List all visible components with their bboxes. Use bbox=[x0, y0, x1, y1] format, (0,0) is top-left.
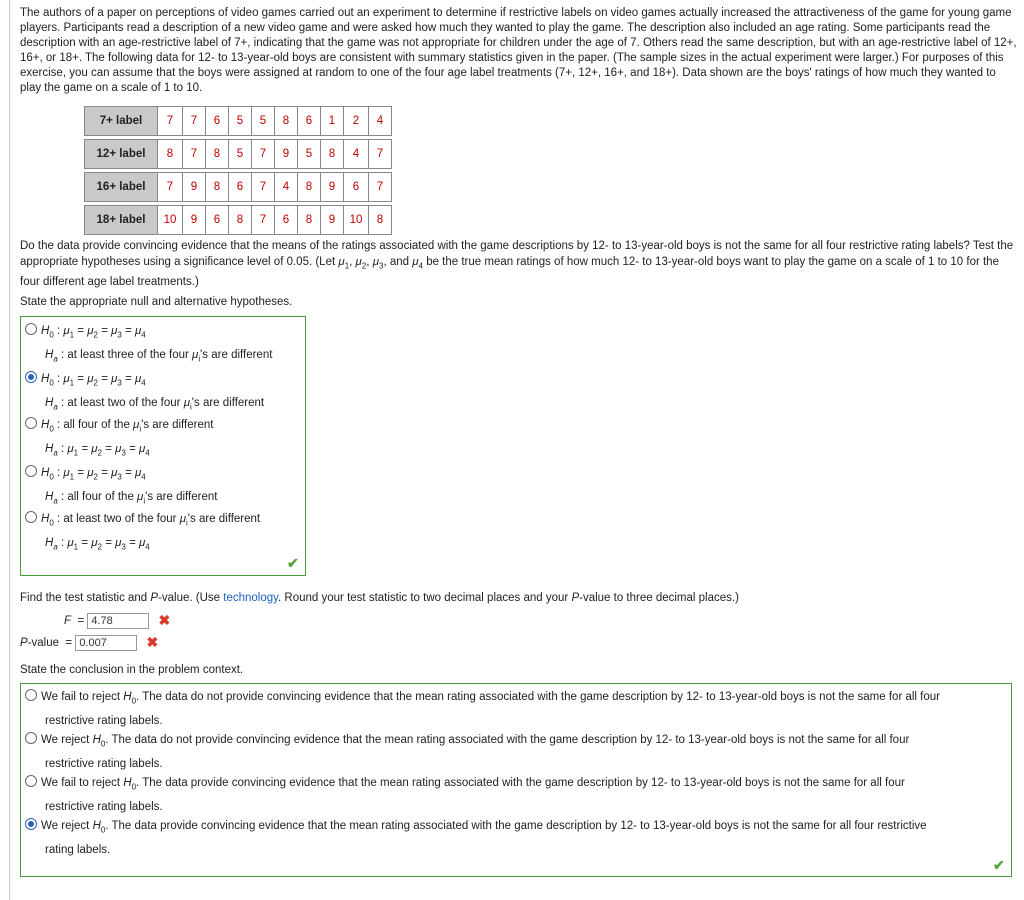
table-cell: 5 bbox=[252, 107, 275, 136]
hypotheses-options-box bbox=[20, 316, 306, 576]
null-hypothesis: $H_0$ : $\mu_1 = \mu_2 = \mu_3 = \mu_4$ bbox=[41, 373, 146, 388]
table-cell: 8 bbox=[158, 140, 183, 169]
table-cell: 4 bbox=[344, 140, 369, 169]
conclusion-option[interactable] bbox=[25, 730, 1000, 775]
x-icon: ✖ bbox=[158, 612, 171, 628]
hypothesis-option[interactable] bbox=[25, 417, 213, 462]
conclusion-option[interactable] bbox=[25, 773, 1000, 818]
radio-button[interactable] bbox=[25, 689, 37, 701]
hypothesis-option[interactable] bbox=[25, 511, 260, 556]
row-label: 7+ label bbox=[85, 107, 158, 136]
conclusion-line1: We reject $H_0$. The data do not provide convincing evidence that the mean rating associated with the game description by 12- to 13-year-old boys is not the same for all four bbox=[41, 734, 910, 749]
radio-button[interactable] bbox=[25, 371, 37, 383]
f-statistic-input[interactable] bbox=[87, 613, 149, 629]
table-cell: 9 bbox=[321, 206, 344, 235]
check-icon: ✔ bbox=[993, 857, 1005, 873]
conclusion-options-box bbox=[20, 683, 1012, 877]
alt-hypothesis: $H_a$ : at least three of the four $\mu_i's$ are different bbox=[45, 349, 273, 364]
conclusion-line1: We reject $H_0$. The data provide convincing evidence that the mean rating associated with the game description by 12- to 13-year-old boys is not the same for all four restrictive bbox=[41, 820, 927, 835]
radio-button[interactable] bbox=[25, 732, 37, 744]
hypothesis-option[interactable] bbox=[25, 371, 264, 416]
null-hypothesis: $H_0$ : $\mu_1 = \mu_2 = \mu_3 = \mu_4$ bbox=[41, 467, 146, 482]
table-cell: 5 bbox=[298, 140, 321, 169]
table-cell: 7 bbox=[158, 107, 183, 136]
table-cell: 5 bbox=[229, 140, 252, 169]
row-label: 18+ label bbox=[85, 206, 158, 235]
table-cell: 10 bbox=[158, 206, 183, 235]
hypotheses-prompt: State the appropriate null and alternative hypotheses. bbox=[20, 296, 293, 308]
alt-hypothesis: $H_a$ : $\mu_1 = \mu_2 = \mu_3 = \mu_4$ bbox=[45, 443, 150, 458]
p-value-label: P-value = bbox=[20, 637, 73, 649]
table-cell: 6 bbox=[344, 173, 369, 202]
table-cell: 9 bbox=[183, 206, 206, 235]
radio-button[interactable] bbox=[25, 465, 37, 477]
radio-button[interactable] bbox=[25, 417, 37, 429]
f-statistic-row bbox=[64, 612, 170, 629]
table-cell: 2 bbox=[344, 107, 369, 136]
table-cell: 6 bbox=[206, 206, 229, 235]
table-cell: 7 bbox=[369, 140, 392, 169]
conclusion-line2: restrictive rating labels. bbox=[45, 715, 163, 728]
conclusion-prompt: State the conclusion in the problem context. bbox=[20, 664, 244, 676]
radio-button[interactable] bbox=[25, 775, 37, 787]
hypothesis-option[interactable] bbox=[25, 465, 217, 510]
table-cell: 8 bbox=[321, 140, 344, 169]
table-row bbox=[85, 173, 392, 202]
conclusion-option[interactable] bbox=[25, 687, 1000, 732]
table-cell: 8 bbox=[298, 206, 321, 235]
table-cell: 4 bbox=[275, 173, 298, 202]
p-value-input[interactable] bbox=[75, 635, 137, 651]
table-cell: 1 bbox=[321, 107, 344, 136]
table-row bbox=[85, 206, 392, 235]
table-cell: 8 bbox=[369, 206, 392, 235]
table-cell: 6 bbox=[275, 206, 298, 235]
alt-hypothesis: $H_a$ : at least two of the four $\mu_i's$ are different bbox=[45, 397, 265, 412]
alt-hypothesis: $H_a$ : $\mu_1 = \mu_2 = \mu_3 = \mu_4$ bbox=[45, 537, 150, 552]
table-row bbox=[85, 107, 392, 136]
table-cell: 4 bbox=[369, 107, 392, 136]
null-hypothesis: $H_0$ : $\mu_1 = \mu_2 = \mu_3 = \mu_4$ bbox=[41, 325, 146, 340]
ratings-table bbox=[84, 106, 392, 235]
check-icon: ✔ bbox=[287, 555, 299, 571]
table-cell: 8 bbox=[229, 206, 252, 235]
table-cell: 8 bbox=[206, 140, 229, 169]
row-label: 12+ label bbox=[85, 140, 158, 169]
radio-button[interactable] bbox=[25, 818, 37, 830]
table-cell: 7 bbox=[252, 140, 275, 169]
table-cell: 7 bbox=[158, 173, 183, 202]
table-cell: 7 bbox=[369, 173, 392, 202]
table-cell: 9 bbox=[321, 173, 344, 202]
table-cell: 7 bbox=[183, 107, 206, 136]
null-hypothesis: $H_0$ : all four of the $\mu_i's$ are different bbox=[41, 419, 214, 434]
f-label: F = bbox=[64, 615, 85, 627]
table-cell: 6 bbox=[298, 107, 321, 136]
table-cell: 6 bbox=[206, 107, 229, 136]
radio-button[interactable] bbox=[25, 323, 37, 335]
conclusion-line2: restrictive rating labels. bbox=[45, 801, 163, 814]
table-cell: 9 bbox=[275, 140, 298, 169]
table-row bbox=[85, 140, 392, 169]
table-cell: 8 bbox=[206, 173, 229, 202]
conclusion-line2: restrictive rating labels. bbox=[45, 758, 163, 771]
table-cell: 5 bbox=[229, 107, 252, 136]
table-cell: 7 bbox=[252, 173, 275, 202]
alt-hypothesis: $H_a$ : all four of the $\mu_i's$ are different bbox=[45, 491, 218, 506]
table-cell: 7 bbox=[183, 140, 206, 169]
table-cell: 9 bbox=[183, 173, 206, 202]
intro-text: The authors of a paper on perceptions of video games carried out an experiment to determine if restrictive labels on video games actually increased the attractiveness of the game for young game players. Participants read a description of a new video game and were asked how much they wanted to play the game. The description also included an age rating. Some participants read the description with an age-restrictive label of 7+, indicating that the game was not appropriate for children under the age of 7. Others read the same description, but with an age-restrictive label of 12+, 16+, or 18+. The following data for 12- to 13-year-old boys are consistent with summary statistics given in the paper. (The sample sizes in the actual experiment were larger.) For purposes of this exercise, you can assume that the boys were assigned at random to one of the four age label treatments (7+, 12+, 16+, and 18+). Data shown are the boys' ratings of how much they wanted to play the game on a scale of 1 to 10. bbox=[20, 7, 1017, 94]
problem-intro bbox=[20, 6, 1020, 96]
question-text bbox=[20, 238, 1020, 290]
conclusion-line2: rating labels. bbox=[45, 844, 111, 857]
conclusion-option[interactable] bbox=[25, 816, 1000, 861]
row-label: 16+ label bbox=[85, 173, 158, 202]
x-icon: ✖ bbox=[146, 634, 159, 650]
radio-button[interactable] bbox=[25, 511, 37, 523]
p-value-row bbox=[20, 634, 158, 651]
table-cell: 8 bbox=[298, 173, 321, 202]
conclusion-line1: We fail to reject $H_0$. The data provide convincing evidence that the mean rating associated with the game description by 12- to 13-year-old boys is not the same for all four bbox=[41, 777, 905, 792]
question-paragraph: Do the data provide convincing evidence that the means of the ratings associated with the game descriptions by 12- to 13-year-old boys is not the same for all four restrictive rating labels? Test the appropriate hypotheses using a significance level of 0.05. (Let $\mu_1$, $\mu_2$, $\mu_3$, and $\mu_4$ be the true mean ratings of how much 12- to 13-year-old boys want to play the game on a scale of 1 to 10 for the four different age label treatments.) bbox=[20, 240, 1014, 289]
technology-link[interactable]: technology bbox=[223, 592, 279, 604]
test-prompt: Find the test statistic and P-value. (Use technology. Round your test statistic to two decimal places and your P-value to three decimal places.) bbox=[20, 592, 739, 604]
conclusion-line1: We fail to reject $H_0$. The data do not provide convincing evidence that the mean rating associated with the game description by 12- to 13-year-old boys is not the same for all four bbox=[41, 691, 940, 706]
table-cell: 8 bbox=[275, 107, 298, 136]
null-hypothesis: $H_0$ : at least two of the four $\mu_i's$ are different bbox=[41, 513, 261, 528]
table-cell: 6 bbox=[229, 173, 252, 202]
table-cell: 7 bbox=[252, 206, 275, 235]
hypothesis-option[interactable] bbox=[25, 323, 272, 368]
table-cell: 10 bbox=[344, 206, 369, 235]
left-border bbox=[9, 0, 10, 900]
